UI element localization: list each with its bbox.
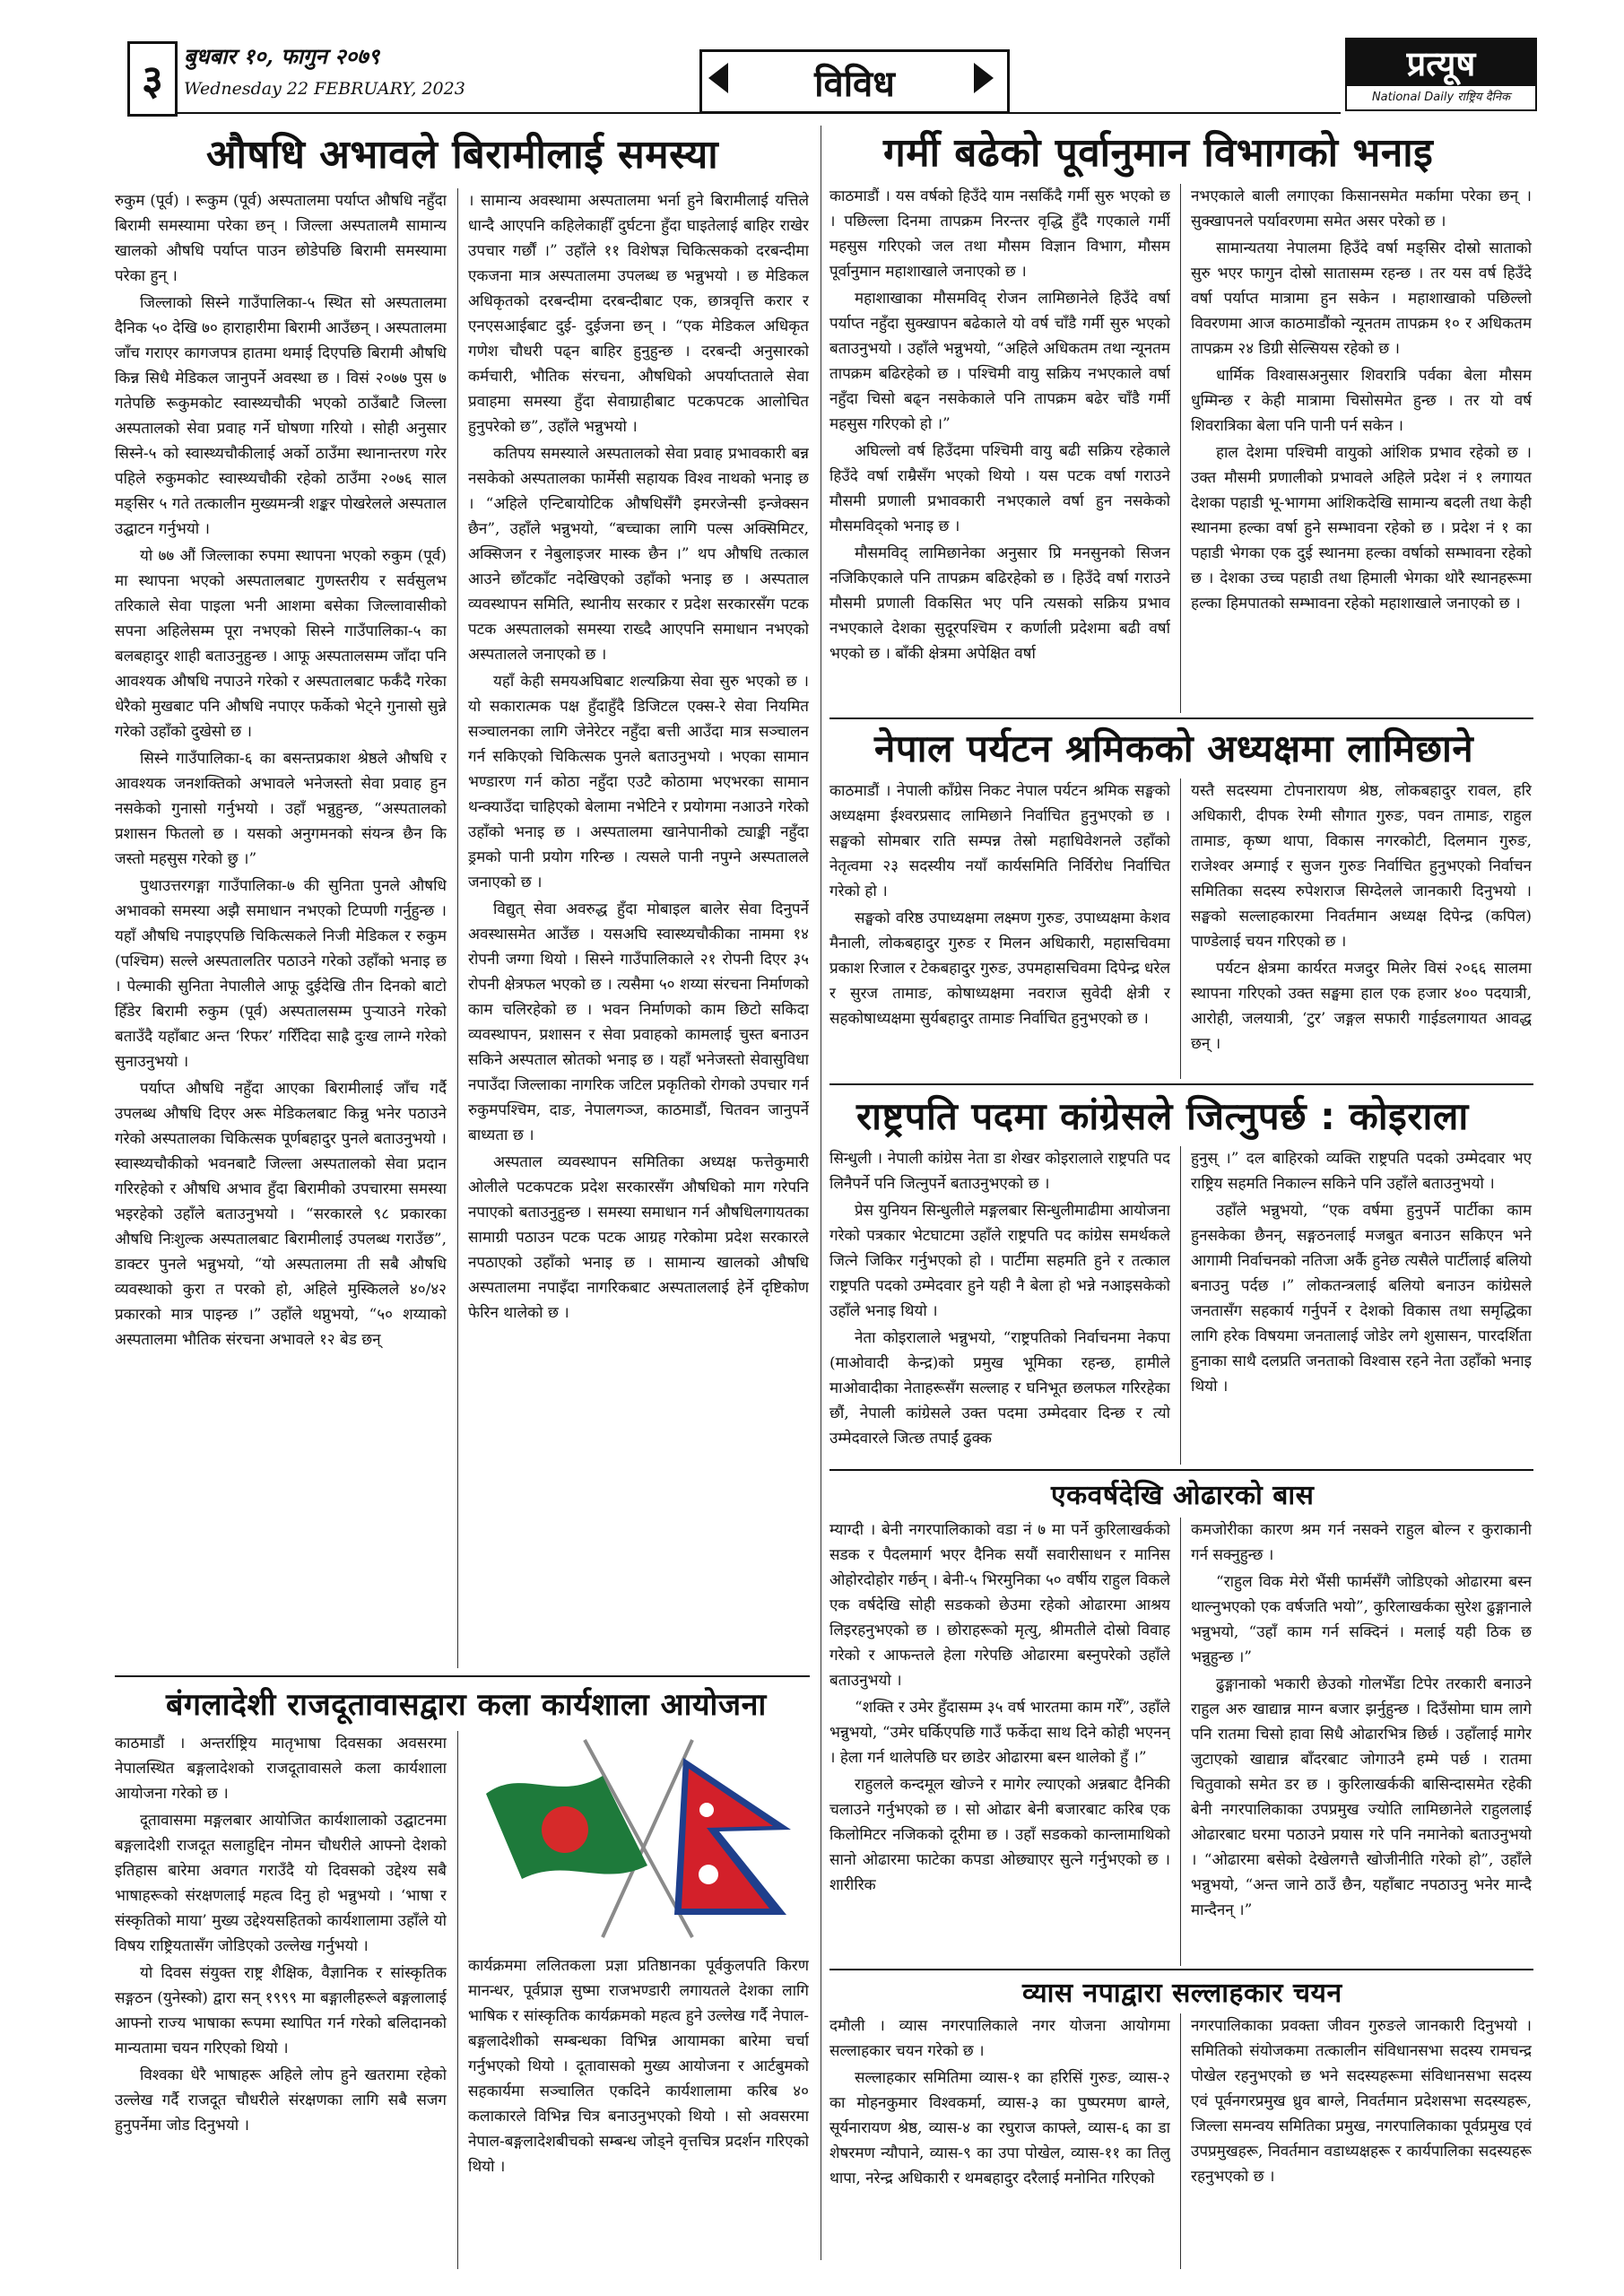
section-rule [829, 718, 1533, 719]
paragraph: म्याग्दी । बेनी नगरपालिकाको वडा नं ७ मा पर्ने कुरिलाखर्कको सडक र पैदलमार्ग भएर दैनिक सयौं सवारीसाधन र मानिस ओहोरदोहोर गर्छन् । बेनी-५ भिरमुनिका ५० वर्षीय राहुल विकले एक वर्षदेखि सोही सडकको छेउमा रहेको ओढारमा आश्रय लिइरहनुभएको छ । छोराहरूको मृत्यु, श्रीमतीले दोस्रो विवाह गरेको र आफन्तले हेला गरेपछि ओढारमा बस्नुपरेको उहाँले बताउनुभयो । [829, 1521, 1170, 1690]
paragraph: पुथाउत्तरगङ्गा गाउँपालिका-७ की सुनिता पुनले औषधि अभावको समस्या अझै समाधान नभएको टिप्पणी गर्नुहुन्छ । यहाँ औषधि नपाइएपछि चिकित्सकले निजी मेडिकल र रुकुम (पश्चिम) सल्ले अस्पतालतिर पठाउने गरेको उहाँको भनाइ छ । पेल्माकी सुनिता नेपालीले आफू दुईदेखि तीन दिनको बाटो हिँडेर बिरामी रुकुम (पूर्व) अस्पतालसम्म पुऱ्याउने गरेको बताउँदै यहाँबाट अन्त ‘रिफर’ गरिँदिदा साह्रै दुःख लाग्ने गरेको सुनाउनुभयो । [115, 877, 447, 1071]
weather-col1 [829, 184, 1170, 713]
paragraph: दमौली । व्यास नगरपालिकाले नगर योजना आयोगमा सल्लाहकार चयन गरेको छ । [829, 2017, 1170, 2060]
masthead-rule [175, 112, 1341, 114]
paragraph: यो ७७ औं जिल्लाका रुपमा स्थापना भएको रुकुम (पूर्व) मा स्थापना भएको अस्पतालबाट गुणस्तरीय र सर्वसुलभ तरिकाले सेवा पाइला भनी आशमा बसेका जिल्लावासीको सपना अहिलेसम्म पूरा नभएको सिस्ने गाउँपालिका-५ का बलबहादुर शाही बताउनुहुन्छ । आफू अस्पतालसम्म जाँदा पनि आवश्यक औषधि नपाउने गरेको र अस्पतालबाट फर्कँदै गरेका धेरैको मुखबाट पनि औषधि नपाएर फर्केको भेट्ने गुनासो सुन्ने गरेको उहाँको दुखेसो छ । [115, 547, 447, 741]
paragraph: पर्याप्त औषधि नहुँदा आएका बिरामीलाई जाँच गर्दै उपलब्ध औषधि दिएर अरू मेडिकलबाट किन्नु भनेर पठाउने गरेको अस्पतालका चिकित्सक पूर्णबहादुर पुनले बताउनुभयो । स्वास्थ्यचौकीको भवनबाटै जिल्ला अस्पतालको सेवा प्रदान गरिरहेको र औषधि अभाव हुँदा बिरामीको उपचारमा समस्या भइरहेको उहाँले बताउनुभयो । “सरकारले ९८ प्रकारका औषधि निःशुल्क अस्पतालबाट बिरामीलाई उपलब्ध गराउँछ”, डाक्टर पुनले भन्नुभयो, “यो अस्पतालमा ती सबै औषधि व्यवस्थाको कुरा त परको हो, अहिले मुस्किलले ४०/४२ प्रकारको मात्र पाइन्छ ।” उहाँले थप्नुभयो, “५० शय्याको अस्पतालमा भौतिक संरचना अभावले १२ बेड छन् [115, 1080, 447, 1349]
tourism-col1 [829, 778, 1170, 1079]
paragraph: रुकुम (पूर्व) । रूकुम (पूर्व) अस्पतालमा पर्याप्त औषधि नहुँदा बिरामी समस्यामा परेका छन् । जिल्ला अस्पतालमै सामान्य खालको औषधि पर्याप्त पाउन छोडेपछि बिरामी समस्यामा परेका हुन् । [115, 192, 447, 285]
paragraph: कतिपय समस्याले अस्पतालको सेवा प्रवाह प्रभावकारी बन्न नसकेको अस्पतालका फार्मेसी सहायक विश्व नाथको भनाइ छ । “अहिले एन्टिबायोटिक औषधिसँगै इमरजेन्सी इन्जेक्सन छैन”, उहाँले भन्नुभयो, “बच्चाका लागि पल्स अक्सिमिटर, अक्सिजन र नेबुलाइजर मास्क छैन ।” थप औषधि तत्काल आउने छाँटकाँट नदेखिएको उहाँको भनाइ छ । अस्पताल व्यवस्थापन समिति, स्थानीय सरकार र प्रदेश सरकारसँग पटक पटक अस्पतालको समस्या राख्दै आएपनि समाधान नभएको अस्पतालले जनाएको छ । [468, 445, 809, 664]
paragraph: सिस्ने गाउँपालिका-६ का बसन्तप्रकाश श्रेष्ठले औषधि र आवश्यक जनशक्तिको अभावले भनेजस्तो सेवा प्रवाह हुन नसकेको गुनासो गर्नुभयो । उहाँ भन्नुहुन्छ, “अस्पतालको प्रशासन फितलो छ । यसको अनुगमनको संयन्त्र छैन कि जस्तो महसुस गरेको छु ।” [115, 750, 447, 868]
paragraph: दूतावासमा मङ्गलबार आयोजित कार्यशालाको उद्घाटनमा बङ्गलादेशी राजदूत सलाहुद्दिन नोमन चौधरीले आफ्नो देशको इतिहास बारेमा अवगत गराउँदै यो दिवसको उद्देश्य सबै भाषाहरूको संरक्षणलाई महत्व दिनु हो भन्नुभयो । ‘भाषा र संस्कृतिको माया’ मुख्य उद्देश्यसहितको कार्यशालामा उहाँले यो विषय राष्ट्रियतासँग जोडिएको उल्लेख गर्नुभयो । [115, 1812, 447, 1955]
date-nepali: बुधबार १०, फागुन २०७९ [184, 43, 380, 69]
section-title: विविध [699, 49, 1010, 114]
bangladesh-nepal-flags [468, 1731, 809, 1946]
tourism-headline: नेपाल पर्यटन श्रमिकको अध्यक्षमा लामिछाने [874, 726, 1474, 770]
column-divider [1180, 184, 1181, 713]
paragraph: सङ्घको वरिष्ठ उपाध्यक्षमा लक्ष्मण गुरुङ, उपाध्यक्षमा केशव मैनाली, लोकबहादुर गुरुङ र मिलन अधिकारी, महासचिवमा प्रकाश रिजाल र टेकबहादुर गुरुङ, उपमहासचिवमा दिपेन्द्र धरेल र सुरज तामाङ, कोषाध्यक्षमा नवराज सुवेदी क्षेत्री र सहकोषाध्यक्षमा सुर्यबहादुर तामाङ निर्वाचित हुनुभएको छ । [829, 909, 1170, 1028]
section-rule [829, 1969, 1533, 1970]
weather-col2 [1191, 184, 1532, 713]
flags-image [468, 1731, 809, 1946]
paragraph: यो दिवस संयुक्त राष्ट्र शैक्षिक, वैज्ञानिक र सांस्कृतिक सङ्गठन (युनेस्को) द्वारा सन् १९९९ मा बङ्गालीहरूले बङ्गलालाई आफ्नो राज्य भाषाका रूपमा स्थापित गर्न गरेको बलिदानको मान्यतामा चयन गरिएको थियो । [115, 1964, 447, 2057]
paragraph: अघिल्लो वर्ष हिउँदमा पश्चिमी वायु बढी सक्रिय रहेकाले हिउँदे वर्षा राम्रैसँग भएको थियो । यस पटक वर्षा गराउने मौसमी प्रणाली प्रभावकारी नभएकाले वर्षा हुन नसकेको मौसमविद्को भनाइ छ । [829, 442, 1170, 535]
section-rule [829, 1083, 1533, 1085]
president-col1 [829, 1146, 1170, 1465]
column-divider [1180, 2013, 1181, 2269]
page-number: ३ [127, 41, 178, 117]
paragraph: “राहुल विक मेरो भैंसी फार्मसँगै जोडिएको ओढारमा बस्न थाल्नुभएको एक वर्षजति भयो”, कुरिलाखर्कका सुरेश ढुङ्गानाले भन्नुभयो, “उहाँ काम गर्न सक्दिनं । मलाई यही ठिक छ भन्नुहुन्छ ।” [1191, 1573, 1532, 1666]
column-divider [1180, 778, 1181, 1079]
paragraph: प्रेस युनियन सिन्धुलीले मङ्गलबार सिन्धुलीमाढीमा आयोजना गरेको पत्रकार भेटघाटमा उहाँले राष्ट्रपति पद कांग्रेस समर्थकले जित्ने जिकिर गर्नुभएको हो । पार्टीमा सहमति हुने र तत्काल राष्ट्रपति पदको उम्मेदवार हुने यही नै बेला हो भन्ने नआइसकेको उहाँले भनाइ थियो । [829, 1202, 1170, 1320]
section-rule [829, 1469, 1533, 1471]
bangladesh-headline: बंगलादेशी राजदूतावासद्वारा कला कार्यशाला आयोजना [166, 1687, 767, 1723]
column-divider [457, 1731, 458, 2269]
bangladesh-col1 [115, 1731, 447, 2269]
vyas-col2 [1191, 2013, 1532, 2269]
paragraph: उहाँले भन्नुभयो, “एक वर्षमा हुनुपर्ने पार्टीका काम हुनसकेका छैनन्, सङ्गठनलाई मजबुत बनाउन सकिएन भने आगामी निर्वाचनको नतिजा अर्कै हुनेछ त्यसैले पार्टीलाई बलियो बनाउनु पर्दछ ।” लोकतन्त्रलाई बलियो बनाउन कांग्रेसले जनतासँग सहकार्य गर्नुपर्ने र देशको विकास तथा समृद्धिका लागि हरेक विषयमा जनतालाई जोडेर लगे शुसासन, पारदर्शिता हुनाका साथै दलप्रति जनताको विश्वास रहने नेता उहाँको भनाइ थियो । [1191, 1202, 1532, 1396]
hut-headline: एकवर्षदेखि ओढारको बास [1051, 1480, 1315, 1511]
paragraph: कार्यक्रममा ललितकला प्रज्ञा प्रतिष्ठानका पूर्वकुलपति किरण मानन्धर, पूर्वप्राज्ञ सुष्मा राजभण्डारी लगायतले देशका लागि भाषिक र सांस्कृतिक कार्यक्रमको महत्व हुने उल्लेख गर्दै नेपाल-बङ्गलादेशीको सम्बन्धका विभिन्न आयामका बारेमा चर्चा गर्नुभएको थियो । दूतावासको मुख्य आयोजना र आर्टबुमको सहकार्यमा सञ्चालित एकदिने कार्यशालामा करिब ४० कलाकारले विभिन्न चित्र बनाउनुभएको थियो । सो अवसरमा नेपाल-बङ्गलादेशबीचको सम्बन्ध जोड्ने वृत्तचित्र प्रदर्शन गरिएको थियो । [468, 1957, 809, 2176]
vyas-col1 [829, 2013, 1170, 2269]
paragraph: नभएकाले बाली लगाएका किसानसमेत मर्कामा परेका छन् । सुक्खापनले पर्यावरणमा समेत असर परेको छ । [1191, 187, 1532, 230]
hut-col2 [1191, 1518, 1532, 1966]
paragraph: मौसमविद् लामिछानेका अनुसार प्रि मनसुनको सिजन नजिकिएकाले पनि तापक्रम बढिरहेको छ । हिउँदे वर्षा गराउने मौसमी प्रणाली विकसित भए पनि त्यसको सक्रिय प्रभाव नभएकाले देशका सुदूरपश्चिम र कर्णाली प्रदेशमा बढी वर्षा भएको छ । बाँकी क्षेत्रमा अपेक्षित वर्षा [829, 544, 1170, 663]
paragraph: सामान्यतया नेपालमा हिउँदे वर्षा मङ्सिर दोस्रो साताको सुरु भएर फागुन दोस्रो सातासम्म रहन्छ । तर यस वर्ष हिउँदे वर्षा पर्याप्त मात्रामा हुन सकेन । महाशाखाको पछिल्लो विवरणमा आज काठमाडौंको न्यूनतम तापक्रम १० र अधिकतम तापक्रम २४ डिग्री सेल्सियस रहेको छ । [1191, 239, 1532, 358]
paragraph: राहुलले कन्दमूल खोज्ने र मागेर ल्याएको अन्नबाट दैनिकी चलाउने गर्नुभएको छ । सो ओढार बेनी बजारबाट करिब एक किलोमिटर नजिकको दूरीमा छ । उहाँ सडकको कान्लामाथिको सानो ओढारमा फाटेका कपडा ओछ्याएर सुत्ने गर्नुभएको छ । शारीरिक [829, 1776, 1170, 1894]
vyas-headline: व्यास नपाद्वारा सल्लाहकार चयन [1022, 1978, 1342, 2009]
paragraph: काठमाडौं । अन्तर्राष्ट्रिय मातृभाषा दिवसका अवसरमा नेपालस्थित बङ्गलादेशको राजदूतावासले कला कार्यशाला आयोजना गरेको छ । [115, 1735, 447, 1803]
paragraph: “शक्ति र उमेर हुँदासम्म ३५ वर्ष भारतमा काम गरेँ”, उहाँले भन्नुभयो, “उमेर घर्किएपछि गाउँ फर्केदा साथ दिने कोही भएनन् । हेला गर्न थालेपछि घर छाडेर ओढारमा बस्न थालेको हुँ ।” [829, 1699, 1170, 1767]
paragraph: विद्युत् सेवा अवरुद्ध हुँदा मोबाइल बालेर सेवा दिनुपर्ने अवस्थासमेत आउँछ । यसअघि स्वास्थ्यचौकीका नाममा १४ रोपनी जग्गा थियो । सिस्ने गाउँपालिकाले २१ रोपनी दिएर ३५ रोपनी क्षेत्रफल भएको छ । त्यसैमा ५० शय्या संरचना निर्माणको काम चलिरहेको छ । भवन निर्माणको काम छिटो सकिदा व्यवस्थापन, प्रशासन र सेवा प्रवाहको कामलाई चुस्त बनाउन सकिने अस्पताल स्रोतको भनाइ छ । यहाँ भनेजस्तो सेवासुविधा नपाउँदा जिल्लाका नागरिक जटिल प्रकृतिको रोगको उपचार गर्न रुकुमपश्चिम, दाङ, नेपालगञ्ज, काठमाडौं, चितवन जानुपर्ने बाध्यता छ । [468, 900, 809, 1144]
column-divider [457, 188, 458, 1668]
tourism-col2 [1191, 778, 1532, 1079]
column-divider [1180, 1518, 1181, 1966]
paragraph: धार्मिक विश्वासअनुसार शिवरात्रि पर्वका बेला मौसम धुम्मिन्छ र केही मात्रामा चिसोसमेत हुन्छ । तर यो वर्ष शिवरात्रिका बेला पनि पानी पर्न सकेन । [1191, 367, 1532, 435]
paragraph: कमजोरीका कारण श्रम गर्न नसक्ने राहुल बोल्न र कुराकानी गर्न सक्नुहुन्छ । [1191, 1521, 1532, 1564]
paragraph: काठमाडौं । यस वर्षको हिउँदे याम नसकिँदै गर्मी सुरु भएको छ । पछिल्ला दिनमा तापक्रम निरन्तर वृद्धि हुँदै गएकाले गर्मी महसुस गरिएको जल तथा मौसम विज्ञान विभाग, मौसम पूर्वानुमान महाशाखाले जनाएको छ । [829, 187, 1170, 281]
section-rule [115, 1675, 810, 1677]
paragraph: विश्वका धेरै भाषाहरू अहिले लोप हुने खतरामा रहेको उल्लेख गर्दै राजदूत चौधरीले संरक्षणका लागि सबै सजग हुनुपर्नेमा जोड दिनुभयो । [115, 2066, 447, 2135]
paragraph: जिल्लाको सिस्ने गाउँपालिका-५ स्थित सो अस्पतालमा दैनिक ५० देखि ७० हाराहारीमा बिरामी आउँछन् । अस्पतालमा जाँच गराएर कागजपत्र हातमा थमाई दिएपछि बिरामी औषधि किन्न सिधै मेडिकल जानुपर्ने अवस्था छ । विसं २०७७ पुस ७ गतेपछि रूकुमकोट स्वास्थ्यचौकी भएको ठाउँबाटै जिल्ला अस्पतालको सेवा प्रवाह गर्ने घोषणा गरियो । सोही अनुसार सिस्ने-५ को स्वास्थ्यचौकीलाई अर्को ठाउँमा स्थानान्तरण गरेर पहिले रुकुमकोट स्वास्थ्यचौकी रहेको ठाउँमा २०७६ साल मङ्सिर ५ गते तत्कालीन मुख्यमन्त्री शङ्कर पोखरेलले अस्पताल उद्घाटन गर्नुभयो । [115, 294, 447, 538]
weather-headline: गर्मी बढेको पूर्वानुमान विभागको भनाइ [883, 130, 1434, 176]
paragraph: नेता कोइरालाले भन्नुभयो, “राष्ट्रपतिको निर्वाचनमा नेकपा (माओवादी केन्द्र)को प्रमुख भूमिका रहन्छ, हामीले माओवादीका नेताहरूसँग सल्लाह र घनिभूत छलफल गरिरहेका छौं, नेपाली कांग्रेसले उक्त पदमा उम्मेदवार दिन्छ र त्यो उम्मेदवारले जित्छ तपाईं ढुक्क [829, 1329, 1170, 1448]
medicine-headline: औषधि अभावले बिरामीलाई समस्या [206, 132, 719, 178]
right-arrow-icon [974, 63, 994, 93]
paragraph: यस्तै सदस्यमा टोपनारायण श्रेष्ठ, लोकबहादुर रावल, हरि अधिकारी, दीपक रेग्मी सौगात गुरुङ, पवन तामाङ, राहुल तामाङ, कृष्ण थापा, विकास नगरकोटी, दिलमान गुरुङ, राजेश्वर अम्गाई र सुजन गुरुङ निर्वाचित हुनुभएको निर्वाचन समितिका सदस्य रुपेशराज सिग्देलले जानकारी दिनुभयो । सङ्घको सल्लाहकारमा निवर्तमान अध्यक्ष दिपेन्द्र (कपिल) पाण्डेलाई चयन गरिएको छ । [1191, 782, 1532, 951]
medicine-col2 [468, 188, 809, 1668]
logo-text: प्रत्यूष [1347, 39, 1535, 86]
medicine-col1 [115, 188, 447, 1668]
newspaper-logo [1345, 38, 1537, 111]
paragraph: पर्यटन क्षेत्रमा कार्यरत मजदुर मिलेर विसं २०६६ सालमा स्थापना गरिएको उक्त सङ्घमा हाल एक हजार ४०० पदयात्री, आरोही, जलयात्री, ‘टुर’ जङ्गल सफारी गाईडलगायत आवद्ध छन् । [1191, 960, 1532, 1053]
date-english: Wednesday 22 FEBRUARY, 2023 [184, 79, 465, 99]
president-col2 [1191, 1146, 1532, 1465]
paragraph: यहाँ केही समयअघिबाट शल्यक्रिया सेवा सुरु भएको छ । यो सकारात्मक पक्ष हुँदाहुँदै डिजिटल एक्स-रे सेवा नियमित सञ्चालनका लागि जेनेरेटर नहुँदा बत्ती आउँदा मात्र सञ्चालन गर्न सकिएको चिकित्सक पुनले बताउनुभयो । भएका सामान भण्डारण गर्न कोठा नहुँदा एउटै कोठामा भएभरका सामान थन्क्याउँदा चाहिएको बेलामा नभेटिने र प्रयोगमा नआउने गरेको उहाँको भनाइ छ । अस्पतालमा खानेपानीको ट्याङ्की नहुँदा ड्रमको पानी प्रयोग गरिन्छ । त्यसले पानी नपुग्ने अस्पतालले जनाएको छ । [468, 673, 809, 891]
paragraph: महाशाखाका मौसमविद् रोजन लामिछानेले हिउँदे वर्षा पर्याप्त नहुँदा सुक्खापन बढेकाले यो वर्ष चाँडै गर्मी सुरु भएको बताउनुभयो । उहाँले भन्नुभयो, “अहिले अधिकतम तथा न्यूनतम तापक्रम बढिरहेको छ । पश्चिमी वायु सक्रिय नभएकाले वर्षा नहुँदा चिसो बढ्न नसकेकाले पनि तापक्रम बढेर चाँडै गर्मी महसुस गरिएको हो ।” [829, 290, 1170, 433]
paragraph: अस्पताल व्यवस्थापन समितिका अध्यक्ष फत्तेकुमारी ओलीले पटकपटक प्रदेश सरकारसँग औषधिको माग गरेपनि नपाएको बताउनुहुन्छ । समस्या समाधान गर्न औषधिलगायतका सामाग्री पठाउन पटक पटक आग्रह गरेकोमा प्रदेश सरकारले नपठाएको उहाँको भनाइ छ । सामान्य खालको औषधि अस्पतालमा नपाइँदा नागरिकबाट अस्पताललाई हेर्ने दृष्टिकोण फेरिन थालेको छ । [468, 1153, 809, 1322]
paragraph: । सामान्य अवस्थामा अस्पतालमा भर्ना हुने बिरामीलाई यत्तिले धान्दै आएपनि कहिलेकाहीँ दुर्घटना हुँदा घाइतेलाई बाहिर राखेर उपचार गर्छौं ।” उहाँले ११ विशेषज्ञ चिकित्सकको दरबन्दीमा एकजना मात्र अस्पतालमा उपलब्ध छ भन्नुभयो । छ मेडिकल अधिकृतको दरबन्दीमा दरबन्दीबाट एक, छात्रवृत्ति करार र एनएसआईबाट दुई- दुईजना छन् । “एक मेडिकल अधिकृत गणेश चौधरी पढ्न बाहिर हुनुहुन्छ । दरबन्दी अनुसारको कर्मचारी, भौतिक संरचना, औषधिको अपर्याप्तताले सेवा प्रवाहमा समस्या हुँदा सेवाग्राहीबाट पटकपटक आलोचित हुनुपरेको छ”, उहाँले भन्नुभयो । [468, 192, 809, 436]
paragraph: सल्लाहकार समितिमा व्यास-१ का हरिसिं गुरुङ, व्यास-२ का मोहनकुमार विश्वकर्मा, व्यास-३ का पुष्परमण बाग्ले, सूर्यनारायण श्रेष्ठ, व्यास-४ का रघुराज काफ्ले, व्यास-६ का डा शेषरमण न्यौपाने, व्यास-९ का उपा पोखेल, व्यास-११ का तिलु थापा, नरेन्द्र अधिकारी र थमबहादुर दरैलाई मनोनित गरिएको [829, 2069, 1170, 2187]
paragraph: काठमाडौं । नेपाली काँग्रेस निकट नेपाल पर्यटन श्रमिक सङ्घको अध्यक्षमा ईश्वरप्रसाद लामिछाने निर्वाचित हुनुभएको छ । सङ्घको सोमबार राति सम्पन्न तेस्रो महाधिवेशनले उहाँको नेतृत्वमा २३ सदस्यीय नयाँ कार्यसमिति निर्विरोध निर्वाचित गरेको हो । [829, 782, 1170, 900]
president-headline: राष्ट्रपति पदमा कांग्रेसले जित्नुपर्छ : कोइराला [856, 1094, 1469, 1138]
column-divider [1180, 1146, 1181, 1465]
logo-subtitle: National Daily राष्ट्रिय दैनिक [1371, 91, 1511, 104]
paragraph: सिन्धुली । नेपाली कांग्रेस नेता डा शेखर कोइरालाले राष्ट्रपति पद लिनैपर्ने पनि जित्नुपर्ने बताउनुभएको छ । [829, 1150, 1170, 1193]
paragraph: ढुङ्गानाको भकारी छेउको गोलभेँडा टिपेर तरकारी बनाउने राहुल अरु खाद्यान्न माग्न बजार झर्नुहुन्छ । दिउँसोमा घाम लागे पनि रातमा चिसो हावा सिधै ओढारभित्र छिर्छ । उहाँलाई मागेर जुटाएको खाद्यान्न बाँदरबाट जोगाउनै हम्मे पर्छ । रातमा चितुवाको समेत डर छ । कुरिलाखर्ककी बासिन्दासमेत रहेकी बेनी नगरपालिकाका उपप्रमुख ज्योति लामिछानेले राहुललाई ओढारबाट घरमा पठाउने प्रयास गरे पनि नमानेको बताउनुभयो । “ओढारमा बसेको देखेलगत्तै खोजीनीति गरेको हो”, उहाँले भन्नुभयो, “अन्त जाने ठाउँ छैन, यहाँबाट नपठाउनु भनेर मान्दै मान्दैनन् ।” [1191, 1675, 1532, 1919]
bangladesh-col2 [468, 1953, 809, 2267]
paragraph: हुनुस् ।” दल बाहिरको व्यक्ति राष्ट्रपति पदको उम्मेदवार भए राष्ट्रिय सहमति निकाल्न सकिने पनि उहाँले बताउनुभयो । [1191, 1150, 1532, 1193]
paragraph: नगरपालिकाका प्रवक्ता जीवन गुरुङले जानकारी दिनुभयो । समितिको संयोजकमा तत्कालीन संविधानसभा सदस्य रामचन्द्र पोखेल रहनुभएको छ भने सदस्यहरूमा संविधानसभा सदस्य एवं पूर्वनगरप्रमुख ध्रुव बाग्ले, निवर्तमान प्रदेशसभा सदस्यहरू, जिल्ला समन्वय समितिका प्रमुख, नगरपालिकाका पूर्वप्रमुख एवं उपप्रमुखहरू, निवर्तमान वडाध्यक्षहरू र कार्यपालिका सदस्यहरू रहनुभएको छ । [1191, 2017, 1532, 2186]
hut-col1 [829, 1518, 1170, 1966]
paragraph: हाल देशमा पश्चिमी वायुको आंशिक प्रभाव रहेको छ । उक्त मौसमी प्रणालीको प्रभावले अहिले प्रदेश नं १ लगायत देशका पहाडी भू-भागमा आंशिकदेखि सामान्य बदली तथा केही स्थानमा हल्का वर्षा हुने सम्भावना रहेको छ । प्रदेश नं १ का पहाडी भेगका एक दुई स्थानमा हल्का वर्षाको सम्भावना रहेको छ । देशका उच्च पहाडी तथा हिमाली भेगका थोरै स्थानहरूमा हल्का हिमपातको सम्भावना रहेको महाशाखाले जनाएको छ । [1191, 444, 1532, 613]
